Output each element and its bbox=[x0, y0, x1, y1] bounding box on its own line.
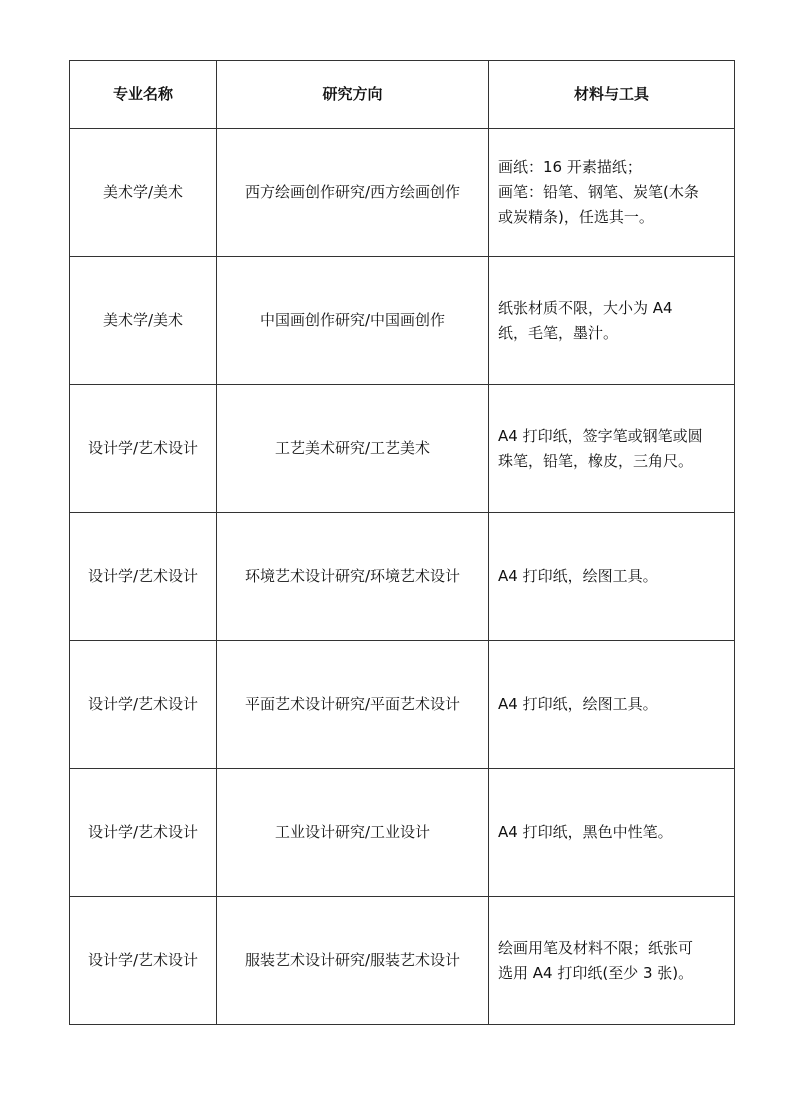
cell-major: 美术学/美术 bbox=[70, 257, 217, 385]
cell-direction: 工业设计研究/工业设计 bbox=[217, 769, 489, 897]
cell-materials bbox=[489, 385, 735, 513]
materials-line: 或炭精条)，任选其一。 bbox=[498, 208, 654, 226]
table-row bbox=[70, 769, 735, 897]
cell-materials bbox=[489, 129, 735, 257]
materials-line: A4 打印纸，签字笔或钢笔或圆 bbox=[498, 426, 703, 445]
cell-materials bbox=[489, 897, 735, 1025]
cell-direction: 环境艺术设计研究/环境艺术设计 bbox=[217, 513, 489, 641]
materials-line: A4 打印纸，绘图工具。 bbox=[498, 567, 658, 585]
table-row bbox=[70, 513, 735, 641]
cell-major: 美术学/美术 bbox=[70, 129, 217, 257]
cell-materials bbox=[489, 641, 735, 769]
materials-line: A4 打印纸，绘图工具。 bbox=[498, 695, 658, 713]
table-row bbox=[70, 641, 735, 769]
cell-materials bbox=[489, 513, 735, 641]
cell-direction: 中国画创作研究/中国画创作 bbox=[217, 257, 489, 385]
cell-materials bbox=[489, 769, 735, 897]
materials-line: A4 打印纸，黑色中性笔。 bbox=[498, 823, 673, 841]
materials-line: 画笔：铅笔、钢笔、炭笔(木条 bbox=[498, 183, 699, 201]
cell-major: 设计学/艺术设计 bbox=[70, 769, 217, 897]
cell-major: 设计学/艺术设计 bbox=[70, 385, 217, 513]
table-header-row bbox=[70, 61, 735, 129]
materials-line: 纸，毛笔，墨汁。 bbox=[498, 323, 619, 342]
cell-materials bbox=[489, 257, 735, 385]
cell-major: 设计学/艺术设计 bbox=[70, 897, 217, 1025]
materials-table bbox=[69, 60, 735, 1025]
cell-major: 设计学/艺术设计 bbox=[70, 513, 217, 641]
table-row bbox=[70, 129, 735, 257]
header-materials: 材料与工具 bbox=[489, 61, 735, 129]
table-row bbox=[70, 257, 735, 385]
table-row bbox=[70, 897, 735, 1025]
cell-major: 设计学/艺术设计 bbox=[70, 641, 217, 769]
materials-line: 选用 A4 打印纸(至少 3 张)。 bbox=[498, 963, 694, 982]
cell-direction: 西方绘画创作研究/西方绘画创作 bbox=[217, 129, 489, 257]
cell-direction: 服装艺术设计研究/服装艺术设计 bbox=[217, 897, 489, 1025]
table-row bbox=[70, 385, 735, 513]
materials-line: 纸张材质不限，大小为 A4 bbox=[498, 298, 673, 317]
cell-direction: 平面艺术设计研究/平面艺术设计 bbox=[217, 641, 489, 769]
materials-line: 画纸：16 开素描纸； bbox=[498, 158, 642, 176]
header-direction: 研究方向 bbox=[217, 61, 489, 129]
materials-line: 绘画用笔及材料不限；纸张可 bbox=[498, 938, 694, 957]
cell-direction: 工艺美术研究/工艺美术 bbox=[217, 385, 489, 513]
materials-line: 珠笔，铅笔，橡皮，三角尺。 bbox=[498, 451, 694, 470]
header-major: 专业名称 bbox=[70, 61, 217, 129]
